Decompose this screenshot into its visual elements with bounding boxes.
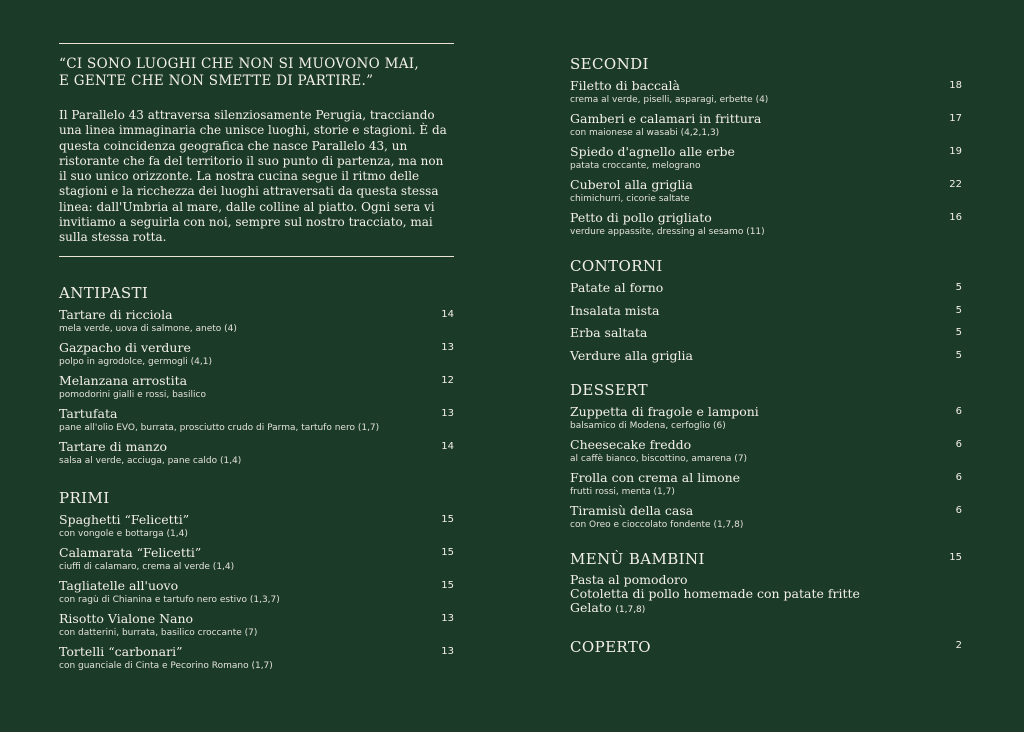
menu-item <box>59 406 454 434</box>
item-description: con datterini, burrata, basilico croccante (7) <box>59 627 258 638</box>
section-title: MENÙ BAMBINI <box>570 549 705 568</box>
menu-item <box>570 404 962 432</box>
menu-item-text <box>570 470 940 498</box>
item-name: Tartare di ricciola <box>59 306 173 322</box>
menu-item-text <box>570 78 940 106</box>
item-price: 2 <box>955 639 962 651</box>
intro-paragraph: Il Parallelo 43 attraversa silenziosamente Perugia, tracciando una linea immaginaria che unisce luoghi, storie e stagioni. È da questa coincidenza geografica che nasce Parallelo 43, un ristorante che fa del territorio il suo punto di partenza, ma non il suo unico orizzonte. La nostra cucina segue il ritmo delle stagioni e la ricchezza dei luoghi attraversati da questa stessa linea: dall'Umbria al mare, dalle colline al piatto. Ogni sera vi invitiamo a seguirla con noi, sempre sul nostro tracciato, mai sulla stessa rotta. <box>59 108 447 245</box>
menu-item <box>570 111 962 139</box>
intro-divider <box>59 256 454 257</box>
menu-item-text <box>59 578 432 606</box>
item-price: 5 <box>955 304 962 316</box>
item-name: Calamarata “Felicetti” <box>59 544 202 560</box>
menu-item-text <box>59 307 432 335</box>
item-name: Zuppetta di fragole e lamponi <box>570 403 759 419</box>
menu-item-text <box>59 644 432 672</box>
menu-item <box>59 611 454 639</box>
menu-item-text <box>59 340 432 368</box>
menu-item-text <box>59 439 432 467</box>
menu-item-text <box>59 611 432 639</box>
kids-item: Cotoletta di pollo homemade con patate fritte <box>570 585 860 601</box>
menu-item-text <box>570 111 940 139</box>
menu-item <box>59 439 454 467</box>
menu-item <box>570 470 962 498</box>
item-price: 14 <box>441 308 454 320</box>
item-description: con guanciale di Cinta e Pecorino Romano (1,7) <box>59 660 273 671</box>
section-title: CONTORNI <box>570 257 663 275</box>
item-price: 6 <box>955 405 962 417</box>
item-price: 5 <box>955 349 962 361</box>
item-description: verdure appassite, dressing al sesamo (11) <box>570 227 765 237</box>
menu-item-text <box>570 280 940 296</box>
item-price: 13 <box>441 645 454 657</box>
item-description: con ragù di Chianina e tartufo nero estivo (1,3,7) <box>59 594 280 605</box>
section-contorni <box>570 257 962 364</box>
menu-item <box>570 348 962 364</box>
menu-item-text <box>59 406 432 434</box>
menu-item-text <box>570 325 940 341</box>
menu-item <box>570 437 962 465</box>
item-price: 17 <box>949 113 962 124</box>
menu-item <box>570 280 962 296</box>
item-price: 13 <box>441 612 454 624</box>
menu-item <box>570 78 962 106</box>
kids-item-name: Gelato <box>570 599 612 615</box>
section-dessert <box>570 381 962 531</box>
item-description: al caffè bianco, biscottino, amarena (7) <box>570 453 748 464</box>
menu-item <box>59 545 454 573</box>
menu-item <box>570 325 962 341</box>
item-price: 15 <box>441 513 454 525</box>
item-description: frutti rossi, menta (1,7) <box>570 486 675 497</box>
section-title: PRIMI <box>59 488 110 507</box>
menu-item <box>570 144 962 172</box>
dessert-list <box>570 404 962 531</box>
item-name: Filetto di baccalà <box>570 78 680 93</box>
item-price: 15 <box>441 579 454 591</box>
kids-item-allergens: (1,7,8) <box>615 604 646 615</box>
item-price: 13 <box>441 407 454 419</box>
section-title: DESSERT <box>570 380 649 399</box>
item-description: pomodorini gialli e rossi, basilico <box>59 389 206 400</box>
item-name: Cuberol alla griglia <box>570 177 693 192</box>
menu-item <box>59 578 454 606</box>
item-name: Gamberi e calamari in frittura <box>570 111 762 126</box>
menu-item <box>59 644 454 672</box>
primi-list <box>59 512 454 672</box>
section-primi <box>59 489 454 672</box>
item-name: Tagliatelle all'uovo <box>59 577 179 593</box>
menu-item <box>570 503 962 531</box>
menu-item <box>570 303 962 319</box>
menu-item <box>59 340 454 368</box>
item-price: 13 <box>441 341 454 353</box>
bambini-header <box>570 550 962 573</box>
antipasti-list <box>59 307 454 467</box>
quote-line: E GENTE CHE NON SMETTE DI PARTIRE.” <box>59 73 374 89</box>
item-description: balsamico di Modena, cerfoglio (6) <box>570 420 726 431</box>
item-name: Tartufata <box>59 405 118 421</box>
section-secondi <box>570 55 962 238</box>
item-price: 18 <box>949 80 962 91</box>
menu-item-text <box>570 210 940 238</box>
item-name: Erba saltata <box>570 325 648 340</box>
item-price: 16 <box>949 212 962 223</box>
contorni-list <box>570 280 962 364</box>
item-name: Petto di pollo grigliato <box>570 210 712 225</box>
item-price: 22 <box>949 179 962 190</box>
menu-item <box>59 373 454 401</box>
kids-item: Pasta al pomodoro <box>570 571 688 587</box>
item-name: Tiramisù della casa <box>570 502 694 518</box>
menu-item-text <box>570 437 940 465</box>
section-antipasti <box>59 284 454 467</box>
top-divider <box>59 43 454 44</box>
item-price: 12 <box>441 374 454 386</box>
menu-item-text <box>59 512 432 540</box>
item-name: Gazpacho di verdure <box>59 339 191 355</box>
item-name: Risotto Vialone Nano <box>59 610 194 626</box>
item-price: 5 <box>955 282 962 293</box>
section-bambini <box>570 550 962 617</box>
item-description: con maionese al wasabi (4,2,1,3) <box>570 128 720 138</box>
item-name: Spaghetti “Felicetti” <box>59 511 190 527</box>
item-price: 6 <box>955 471 962 483</box>
intro-quote <box>59 56 454 90</box>
menu-item-text <box>570 177 940 205</box>
menu-item-text <box>59 373 432 401</box>
item-name: Cheesecake freddo <box>570 436 692 452</box>
item-name: Patate al forno <box>570 280 664 295</box>
item-name: Tortelli “carbonari” <box>59 643 183 659</box>
item-description: salsa al verde, acciuga, pane caldo (1,4) <box>59 455 242 466</box>
item-name: Tartare di manzo <box>59 438 168 454</box>
section-title: COPERTO <box>570 637 651 656</box>
item-description: crema al verde, piselli, asparagi, erbette (4) <box>570 95 769 105</box>
secondi-list <box>570 78 962 238</box>
item-name: Verdure alla griglia <box>570 347 693 363</box>
menu-item-text <box>570 144 940 172</box>
item-description: con Oreo e cioccolato fondente (1,7,8) <box>570 519 744 530</box>
section-coperto <box>570 638 962 661</box>
menu-item <box>59 512 454 540</box>
right-column <box>570 0 962 661</box>
item-name: Frolla con crema al limone <box>570 469 741 485</box>
item-description: ciuffi di calamaro, crema al verde (1,4) <box>59 561 235 572</box>
left-column <box>59 0 454 672</box>
item-price: 15 <box>441 546 454 558</box>
item-price: 6 <box>955 504 962 516</box>
menu-item-text <box>59 545 432 573</box>
item-name: Melanzana arrostita <box>59 372 188 388</box>
section-title: SECONDI <box>570 55 649 73</box>
quote-line: “CI SONO LUOGHI CHE NON SI MUOVONO MAI, <box>59 56 419 72</box>
menu-item-text <box>570 303 940 319</box>
item-description: chimichurri, cicorie saltate <box>570 194 690 204</box>
item-price: 5 <box>955 327 962 338</box>
item-description: mela verde, uova di salmone, aneto (4) <box>59 323 237 334</box>
menu-item-text <box>570 404 940 432</box>
item-price: 14 <box>441 440 454 452</box>
item-description: polpo in agrodolce, germogli (4,1) <box>59 356 213 367</box>
item-name: Insalata mista <box>570 302 660 318</box>
item-price: 6 <box>955 438 962 450</box>
item-description: pane all'olio EVO, burrata, prosciutto crudo di Parma, tartufo nero (1,7) <box>59 422 380 433</box>
menu-item <box>570 177 962 205</box>
menu-item-text <box>570 348 940 364</box>
menu-item <box>570 210 962 238</box>
kids-item <box>570 601 962 617</box>
item-description: con vongole e bottarga (1,4) <box>59 528 188 539</box>
item-description: patata croccante, melograno <box>570 161 701 171</box>
menu-item-text <box>570 503 940 531</box>
menu-item <box>59 307 454 335</box>
section-title: ANTIPASTI <box>59 283 149 302</box>
item-price: 19 <box>949 146 962 157</box>
item-name: Spiedo d'agnello alle erbe <box>570 144 735 159</box>
item-price: 15 <box>949 551 962 563</box>
